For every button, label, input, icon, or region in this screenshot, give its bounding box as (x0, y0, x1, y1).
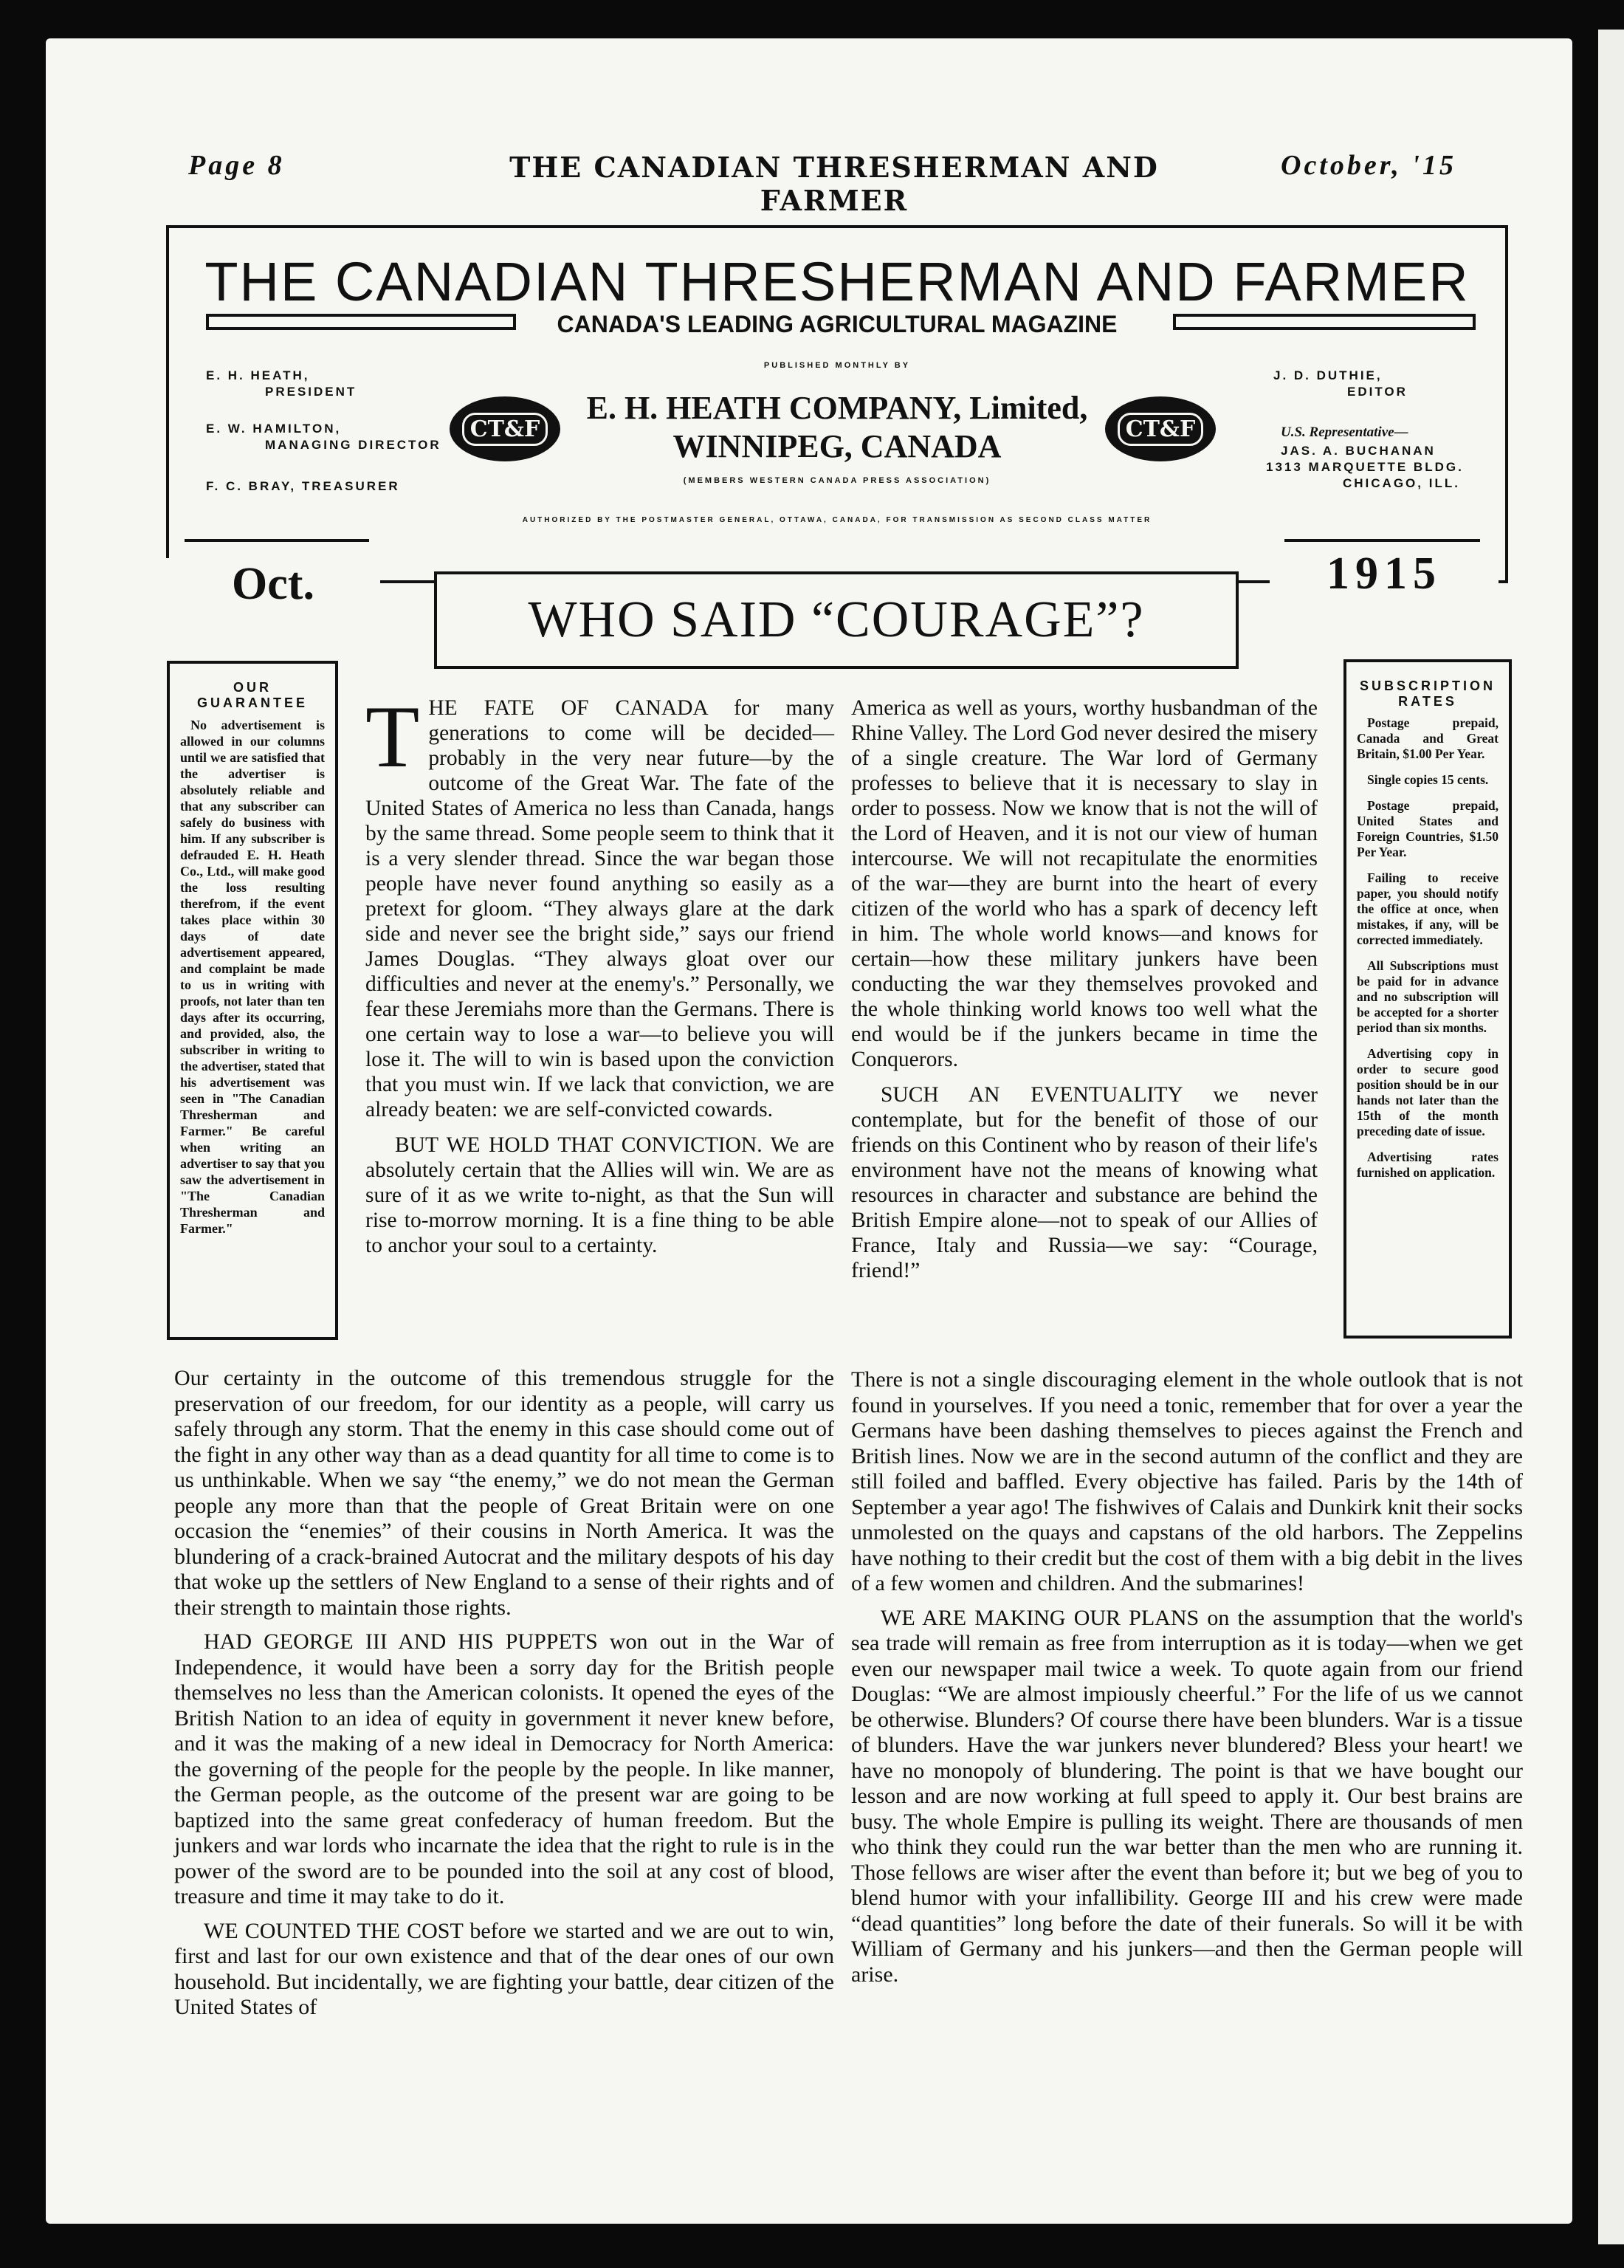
paragraph-such-an-eventuality: SUCH AN EVENTUALITY we never contemplate, but for the benefit of those of our friends on this Continent who by reason of their life's environment have not the means of knowing what resources in character and substance are behind the British Empire alone—not to speak of our Allies of France, Italy and Russia—we say: “Courage, friend!” (851, 1083, 1318, 1282)
paragraph-hold-conviction: BUT WE HOLD THAT CONVICTION. We are absolutely certain that the Allies will win. We are as sure of it as we write to-night, as that the Sun will rise to-morrow morning. It is a fine thing to be able to anchor your soul to a certainty. (365, 1133, 834, 1257)
article-column-1-lower (174, 1366, 834, 2030)
postal-authorization: AUTHORIZED BY THE POSTMASTER GENERAL, OTTAWA, CANADA, FOR TRANSMISSION AS SECOND CLASS MATTER (522, 516, 1152, 524)
masthead (166, 225, 1508, 583)
staff-director-name: E. W. HAMILTON, (206, 422, 342, 436)
publisher-logo-right (1105, 396, 1216, 461)
paragraph-george-iii: HAD GEORGE III AND HIS PUPPETS won out in the War of Independence, it would have been a sorry day for the British people themselves no less than the American colonists. It opened the eyes of the British Nation to an idea of equity in government it never knew before, and it was the making of a new ideal in Democracy for North America: the governing of the people for the people by the people. In like manner, the German people, as the outcome of the present war are going to be baptized into the same great confederacy of human freedom. But the junkers and war lords who incarnate the idea that the right to rule is in the power of the sword are to be pounded into the soil at any cost of blood, treasure and time it may take to do it. (174, 1629, 834, 1908)
us-rep-name: JAS. A. BUCHANAN (1281, 444, 1436, 458)
subscription-heading-1: SUBSCRIPTION (1359, 678, 1496, 693)
editor-role: EDITOR (1347, 385, 1408, 399)
guarantee-heading-1: OUR (233, 680, 272, 695)
article-column-2 (851, 695, 1318, 1293)
subscription-advertising-copy: Advertising copy in order to secure good position should be in our hands not later than the 15th of the month preceding date of issue. (1357, 1046, 1499, 1138)
us-rep-address: 1313 MARQUETTE BLDG. (1266, 460, 1464, 474)
drop-cap: T (365, 687, 420, 786)
subscription-box (1343, 659, 1512, 1339)
paragraph-our-certainty: Our certainty in the outcome of this tremendous struggle for the preservation of our freedom, for our identity as a people, will carry us safely through any storm. That the enemy in this case should come out of the fight in any other way than as a dead quantity for all time to come is to us unthinkable. When we say “the enemy,” we do not mean the German people any more than that the people of Great Britain were on one occasion the “enemies” of their cousins in North America. It was the blundering of a crack-brained Autocrat and the military despots of his day that woke up the settlers of New England to a sense of their rights and of their strength to maintain those rights. (174, 1366, 834, 1620)
guarantee-heading-2: GUARANTEE (196, 695, 308, 710)
subscription-advance: All Subscriptions must be paid for in advance and no subscription will be accepted for a shorter period than six months. (1357, 958, 1499, 1035)
subscription-failing: Failing to receive paper, you should notify the office at once, when mistakes, if any, will be corrected immediately. (1357, 870, 1499, 947)
logo-monogram: CT&F (462, 413, 548, 446)
published-by: PUBLISHED MONTHLY BY (763, 361, 911, 370)
paragraph-america-as-well: America as well as yours, worthy husbandman of the Rhine Valley. The Lord God never desired the misery of a single creature. The War lord of Germany professes to believe that it is necessary to slay in order to possess. Now we know that is not the will of the Lord of Heaven, and it is not our view of human intercourse. We will not recapitulate the enormities of the war—they are burnt into the heart of every citizen of the world who has a spark of decency left in him. The whole world knows—and knows for certain—how these military junkers have been conducting the war they themselves provoked and the whole thinking world knows too well what the end would be if the junkers became in time the Conquerors. (851, 696, 1318, 1071)
press-association: (MEMBERS WESTERN CANADA PRESS ASSOCIATION) (683, 476, 991, 485)
guarantee-box (167, 661, 338, 1340)
issue-month: Oct. (166, 558, 380, 611)
staff-treasurer: F. C. BRAY, TREASURER (206, 479, 400, 493)
editor-name: J. D. DUTHIE, (1273, 368, 1383, 382)
logo-monogram: CT&F (1118, 413, 1204, 446)
paragraph-discouraging-element: There is not a single discouraging element in the whole outlook that is not found in yourselves. If you need a tonic, remember that for over a year the Germans have been dashing themselves to pieces against the French and British lines. Now we are in the second autumn of the conflict and they are still foiled and baffled. Every objective has failed. Paris by the 14th of September a year ago! The fishwives of Calais and Dunkirk knit their socks unmolested on the quays and capstans of the old harbors. The Zeppelins have nothing to their credit but the cost of them with a big debit in the lives of a few women and children. And the submarines! (851, 1367, 1523, 1595)
subscription-foreign: Postage prepaid, United States and Foreign Countries, $1.50 Per Year. (1357, 798, 1499, 859)
us-rep-label: U.S. Representative— (1281, 425, 1408, 440)
masthead-tagline: CANADA'S LEADING AGRICULTURAL MAGAZINE (557, 311, 1118, 337)
page-number: Page 8 (188, 150, 285, 181)
date-rule-right (1284, 539, 1480, 542)
issue-date-header: October, '15 (1281, 150, 1456, 181)
paragraph-making-our-plans: WE ARE MAKING OUR PLANS on the assumption that the world's sea trade will remain as free from interruption as it is today—when we get even our newspaper mail twice a week. To quote again from our friend Douglas: “We are almost impiously cheerful.” For the life of us we cannot be otherwise. Blunders? Of course there have been blunders. War is a tissue of blunders. Have the war junkers never blundered? Bless your heart! we have no monopoly of blundering. The point is that we have bought our lesson and are now working at full speed to apply it. Our best brains are busy. The whole Empire is pulling its weight. There are thousands of men who think they could run the war better than the men who are running it. Those fellows are wiser after the event than before it; but we beg of you to blend humor with your infallibility. George III and his crew were made “dead quantities” long before the date of their funerals. So will it be with William of Germany and his junkers—and then the German people will arise. (851, 1605, 1523, 1987)
subscription-advertising-rates: Advertising rates furnished on application. (1357, 1150, 1499, 1180)
us-rep-city: CHICAGO, ILL. (1343, 476, 1460, 490)
article-column-2-lower (851, 1367, 1523, 1996)
publisher-city: WINNIPEG, CANADA (672, 428, 1002, 464)
subscription-canada: Postage prepaid, Canada and Great Britain, $1.00 Per Year. (1357, 715, 1499, 761)
issue-year: 1915 (1270, 548, 1499, 600)
paragraph-counted-cost: WE COUNTED THE COST before we started and we are out to win, first and last for our own existence and that of the dear ones of our own household. But incidentally, we are fighting your battle, dear citizen of the United States of (174, 1918, 834, 2019)
article-column-1 (365, 687, 834, 1268)
publisher-logo-left (450, 396, 560, 461)
subscription-heading-2: RATES (1398, 694, 1457, 709)
masthead-title: THE CANADIAN THRESHERMAN AND FARMER (204, 251, 1470, 312)
running-title: THE CANADIAN THRESHERMAN AND FARMER (509, 151, 1159, 217)
date-rule-left (185, 539, 369, 542)
paragraph-fate-of-canada: HE FATE OF CANADA for many generations to come will be decided—probably in the very near future—by the outcome of the Great War. The fate of the United States of America no less than Canada, hangs by the same thread. Some people seem to think that it is a very slender thread. Since the war began those people have never found anything so easily as a pretext for gloom. “They always glare at the dark side and never see the bright side,” says our friend James Douglas. “They always gloat over our difficulties and never at the enemy's.” Personally, we fear these Jeremiahs more than the Germans. There is one certain way to lose a war—to believe you will lose it. The will to win is based upon the conviction that you must win. If we lack that conviction, we are already beaten: we are self-convicted cowards. (365, 696, 834, 1121)
subscription-single: Single copies 15 cents. (1367, 772, 1489, 787)
guarantee-text: No advertisement is allowed in our columns until we are satisfied that the advertiser is absolutely reliable and that any subscriber can safely do business with him. If any subscriber is defrauded E. H. Heath Co., Ltd., will make good the loss resulting therefrom, if the event takes place within 30 days of date advertisement appeared, and complaint be made to us in writing with proofs, not later than ten days after its occurring, and provided, also, the subscriber in writing to the advertiser, stated that his advertisement was seen in "The Canadian Thresherman and Farmer." Be careful when writing an advertiser to say that you saw the advertisement in "The Canadian Thresherman and Farmer." (180, 718, 325, 1236)
staff-president-name: E. H. HEATH, (206, 368, 310, 382)
publisher-company: E. H. HEATH COMPANY, Limited, (586, 390, 1088, 426)
staff-director-role: MANAGING DIRECTOR (265, 438, 441, 452)
staff-president-role: PRESIDENT (265, 385, 357, 399)
adjacent-page-edge (1598, 30, 1624, 2244)
article-headline: WHO SAID “COURAGE”? (434, 571, 1239, 669)
